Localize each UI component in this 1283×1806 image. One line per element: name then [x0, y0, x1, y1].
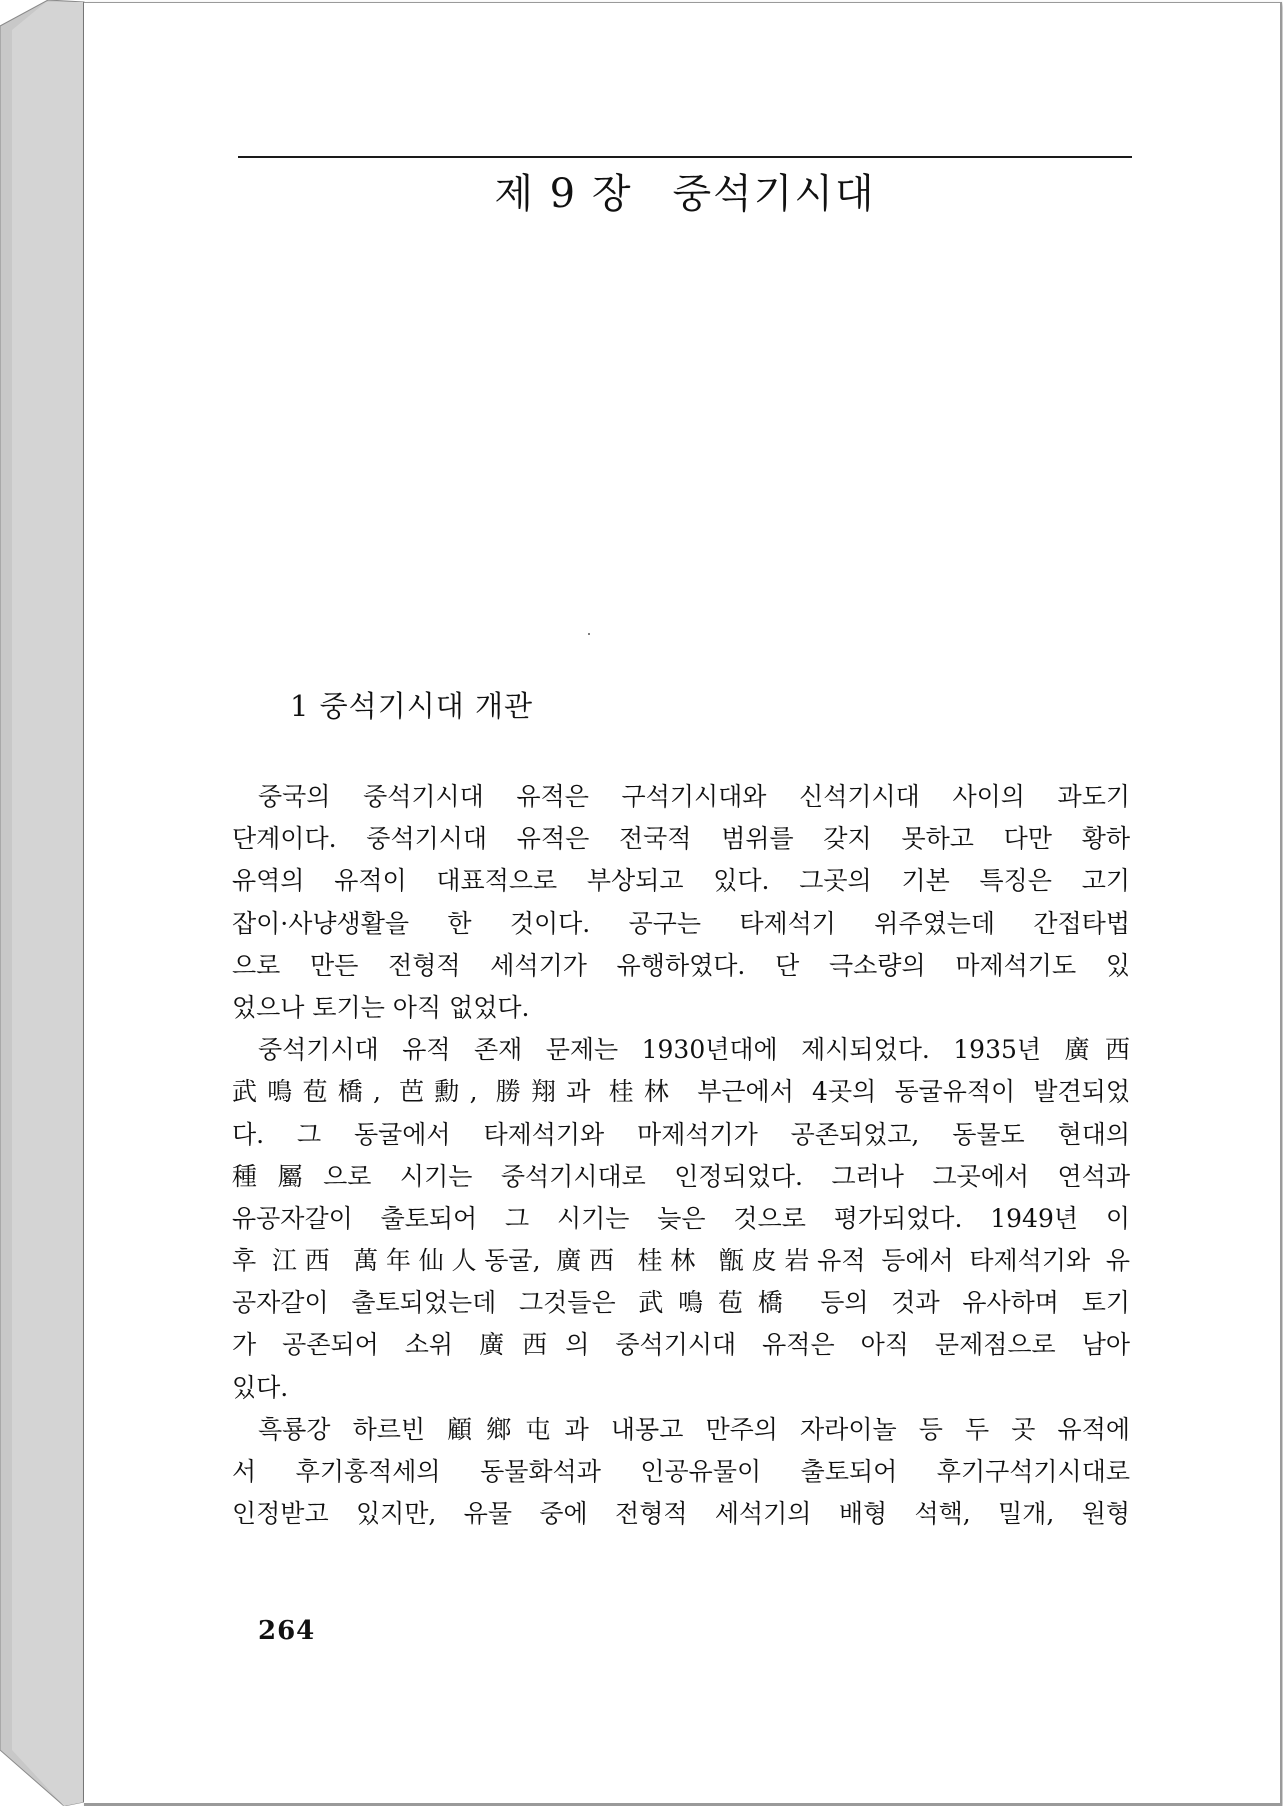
text-line: 있다. [232, 1372, 289, 1402]
text-line: 서 후기홍적세의 동물화석과 인공유물이 출토되어 후기구석기시대로 [232, 1457, 1130, 1486]
text-line: 유공자갈이 출토되어 그 시기는 늦은 것으로 평가되었다. 1949년 이 [232, 1203, 1130, 1233]
text-line: 武鳴苞橋, 芭勳, 勝翔과 桂林 부근에서 4곳의 동굴유적이 발견되었 [232, 1077, 1130, 1107]
page-number: 264 [258, 1616, 316, 1646]
text-line: 었으나 토기는 아직 없었다. [232, 992, 530, 1022]
text-line: 흑룡강 하르빈 顧鄉屯과 내몽고 만주의 자라이놀 등 두 곳 유적에 [258, 1414, 1130, 1444]
text-line: 인정받고 있지만, 유물 중에 전형적 세석기의 배형 석핵, 밀개, 원형 [232, 1499, 1130, 1529]
chapter-title: 중석기시대 [672, 171, 876, 217]
text-line: 후 江西 萬年仙人동굴, 廣西 桂林 甑皮岩유적 등에서 타제석기와 유 [232, 1246, 1130, 1276]
text-line: 유역의 유적이 대표적으로 부상되고 있다. 그곳의 기본 특징은 고기 [232, 866, 1130, 896]
text-line: 으로 만든 전형적 세석기가 유행하였다. 단 극소량의 마제석기도 있 [232, 950, 1130, 980]
text-line: 다. 그 동굴에서 타제석기와 마제석기가 공존되었고, 동물도 현대의 [232, 1119, 1130, 1149]
text-line: 가 공존되어 소위 廣西의 중석기시대 유적은 아직 문제점으로 남아 [232, 1330, 1130, 1360]
text-line: 잡이·사냥생활을 한 것이다. 공구는 타제석기 위주였는데 간접타법 [232, 908, 1130, 938]
print-speck [588, 633, 590, 635]
chapter-number: 제 9 장 [494, 171, 633, 217]
paragraph-1 [232, 776, 1130, 1029]
text-line: 단계이다. 중석기시대 유적은 전국적 범위를 갖지 못하고 다만 황하 [232, 824, 1130, 854]
paragraph-2 [232, 1029, 1130, 1409]
text-line: 공자갈이 출토되었는데 그것들은 武鳴苞橋 등의 것과 유사하며 토기 [232, 1288, 1130, 1318]
text-line: 중국의 중석기시대 유적은 구석기시대와 신석기시대 사이의 과도기 [258, 782, 1130, 811]
paragraph-3 [232, 1409, 1130, 1536]
text-line: 種屬으로 시기는 중석기시대로 인정되었다. 그러나 그곳에서 연석과 [232, 1161, 1130, 1191]
body-text [232, 776, 1130, 1535]
text-line: 중석기시대 유적 존재 문제는 1930년대에 제시되었다. 1935년 廣西 [258, 1035, 1130, 1065]
chapter-rule [238, 156, 1132, 158]
section-title: 1 중석기시대 개관 [290, 689, 533, 723]
chapter-heading [238, 166, 1132, 222]
